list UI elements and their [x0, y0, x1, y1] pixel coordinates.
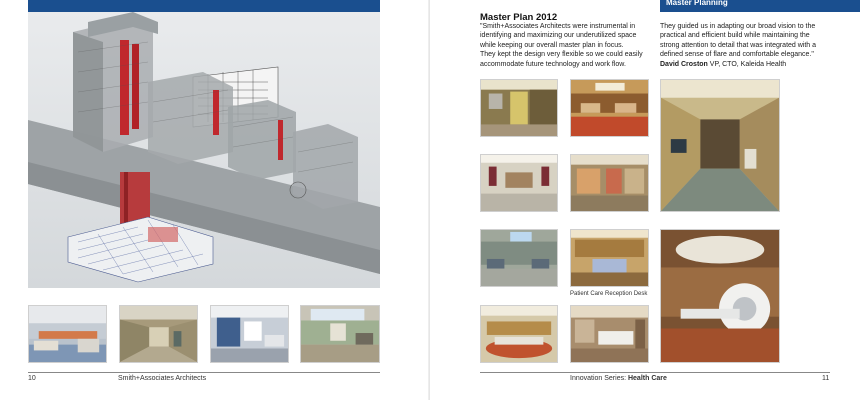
nurse-station-2-photo: [480, 305, 558, 363]
intro-paragraph-1: "Smith+Associates Architects were instrumental in identifying and maximizing our underutilized space while keeping our overall master plan in focus.: [480, 23, 637, 49]
lounge-photo: [570, 79, 649, 137]
quote-author-title: VP, CTO, Kaleida Health: [707, 60, 787, 68]
mri-room-photo-icon: [661, 230, 779, 362]
hospital-corridor-photo-icon: [661, 80, 779, 211]
hospital-corridor-photo: [660, 79, 780, 212]
mri-room-photo: [660, 229, 780, 363]
left-footer-firm: Smith+Associates Architects: [118, 375, 207, 382]
section-title: Master Plan 2012: [480, 12, 558, 23]
reception-area-photo-icon: [571, 155, 648, 211]
patient-room-photo-icon: [571, 306, 648, 362]
intro-text: [480, 22, 648, 69]
patient-room-photo: [570, 305, 649, 363]
waiting-area-photo-icon: [301, 306, 379, 362]
footer-series-label: Innovation Series:: [570, 375, 628, 382]
waiting-room-photo-icon: [481, 230, 557, 286]
corridor-photo: [119, 305, 198, 363]
header-tag: Master Planning: [666, 0, 728, 7]
hero-rendering: [28, 12, 380, 288]
left-page-number: 10: [28, 375, 36, 382]
lobby-photo-icon: [29, 306, 106, 362]
intro-paragraph-2: They kept the design very flexible so we could easily accommodate future technology and work flow.: [480, 51, 643, 68]
hallway-photo: [480, 79, 558, 137]
lobby-photo: [28, 305, 107, 363]
testimonial: [660, 22, 828, 69]
right-footer-series: [570, 375, 667, 382]
waiting-room-photo: [480, 229, 558, 287]
left-header-bar: [28, 0, 380, 12]
hallway-photo-icon: [481, 80, 557, 136]
reception-desk-photo: [570, 229, 649, 287]
lounge-photo-icon: [571, 80, 648, 136]
right-footer-rule: [480, 372, 830, 373]
architectural-rendering-icon: [28, 12, 380, 288]
quote-text: They guided us in adapting our broad vision to the practical and efficient build while maintaining the strong attention to detail that was integrated with a defined sense of flare and comfortable elegance.": [660, 23, 817, 59]
photo-caption: Patient Care Reception Desk: [570, 291, 648, 297]
footer-series-topic: Health Care: [627, 375, 667, 382]
reception-area-photo: [570, 154, 649, 212]
exam-room-photo: [210, 305, 289, 363]
nurse-station-photo: [480, 154, 558, 212]
right-page-number: 11: [822, 375, 830, 382]
quote-author: David Croston: [660, 60, 708, 68]
nurse-station-2-photo-icon: [481, 306, 557, 362]
exam-room-photo-icon: [211, 306, 288, 362]
right-header-bar: [660, 0, 860, 12]
left-footer-rule: [28, 372, 380, 373]
nurse-station-photo-icon: [481, 155, 557, 211]
corridor-photo-icon: [120, 306, 197, 362]
reception-desk-photo-icon: [571, 230, 648, 286]
waiting-area-photo: [300, 305, 380, 363]
